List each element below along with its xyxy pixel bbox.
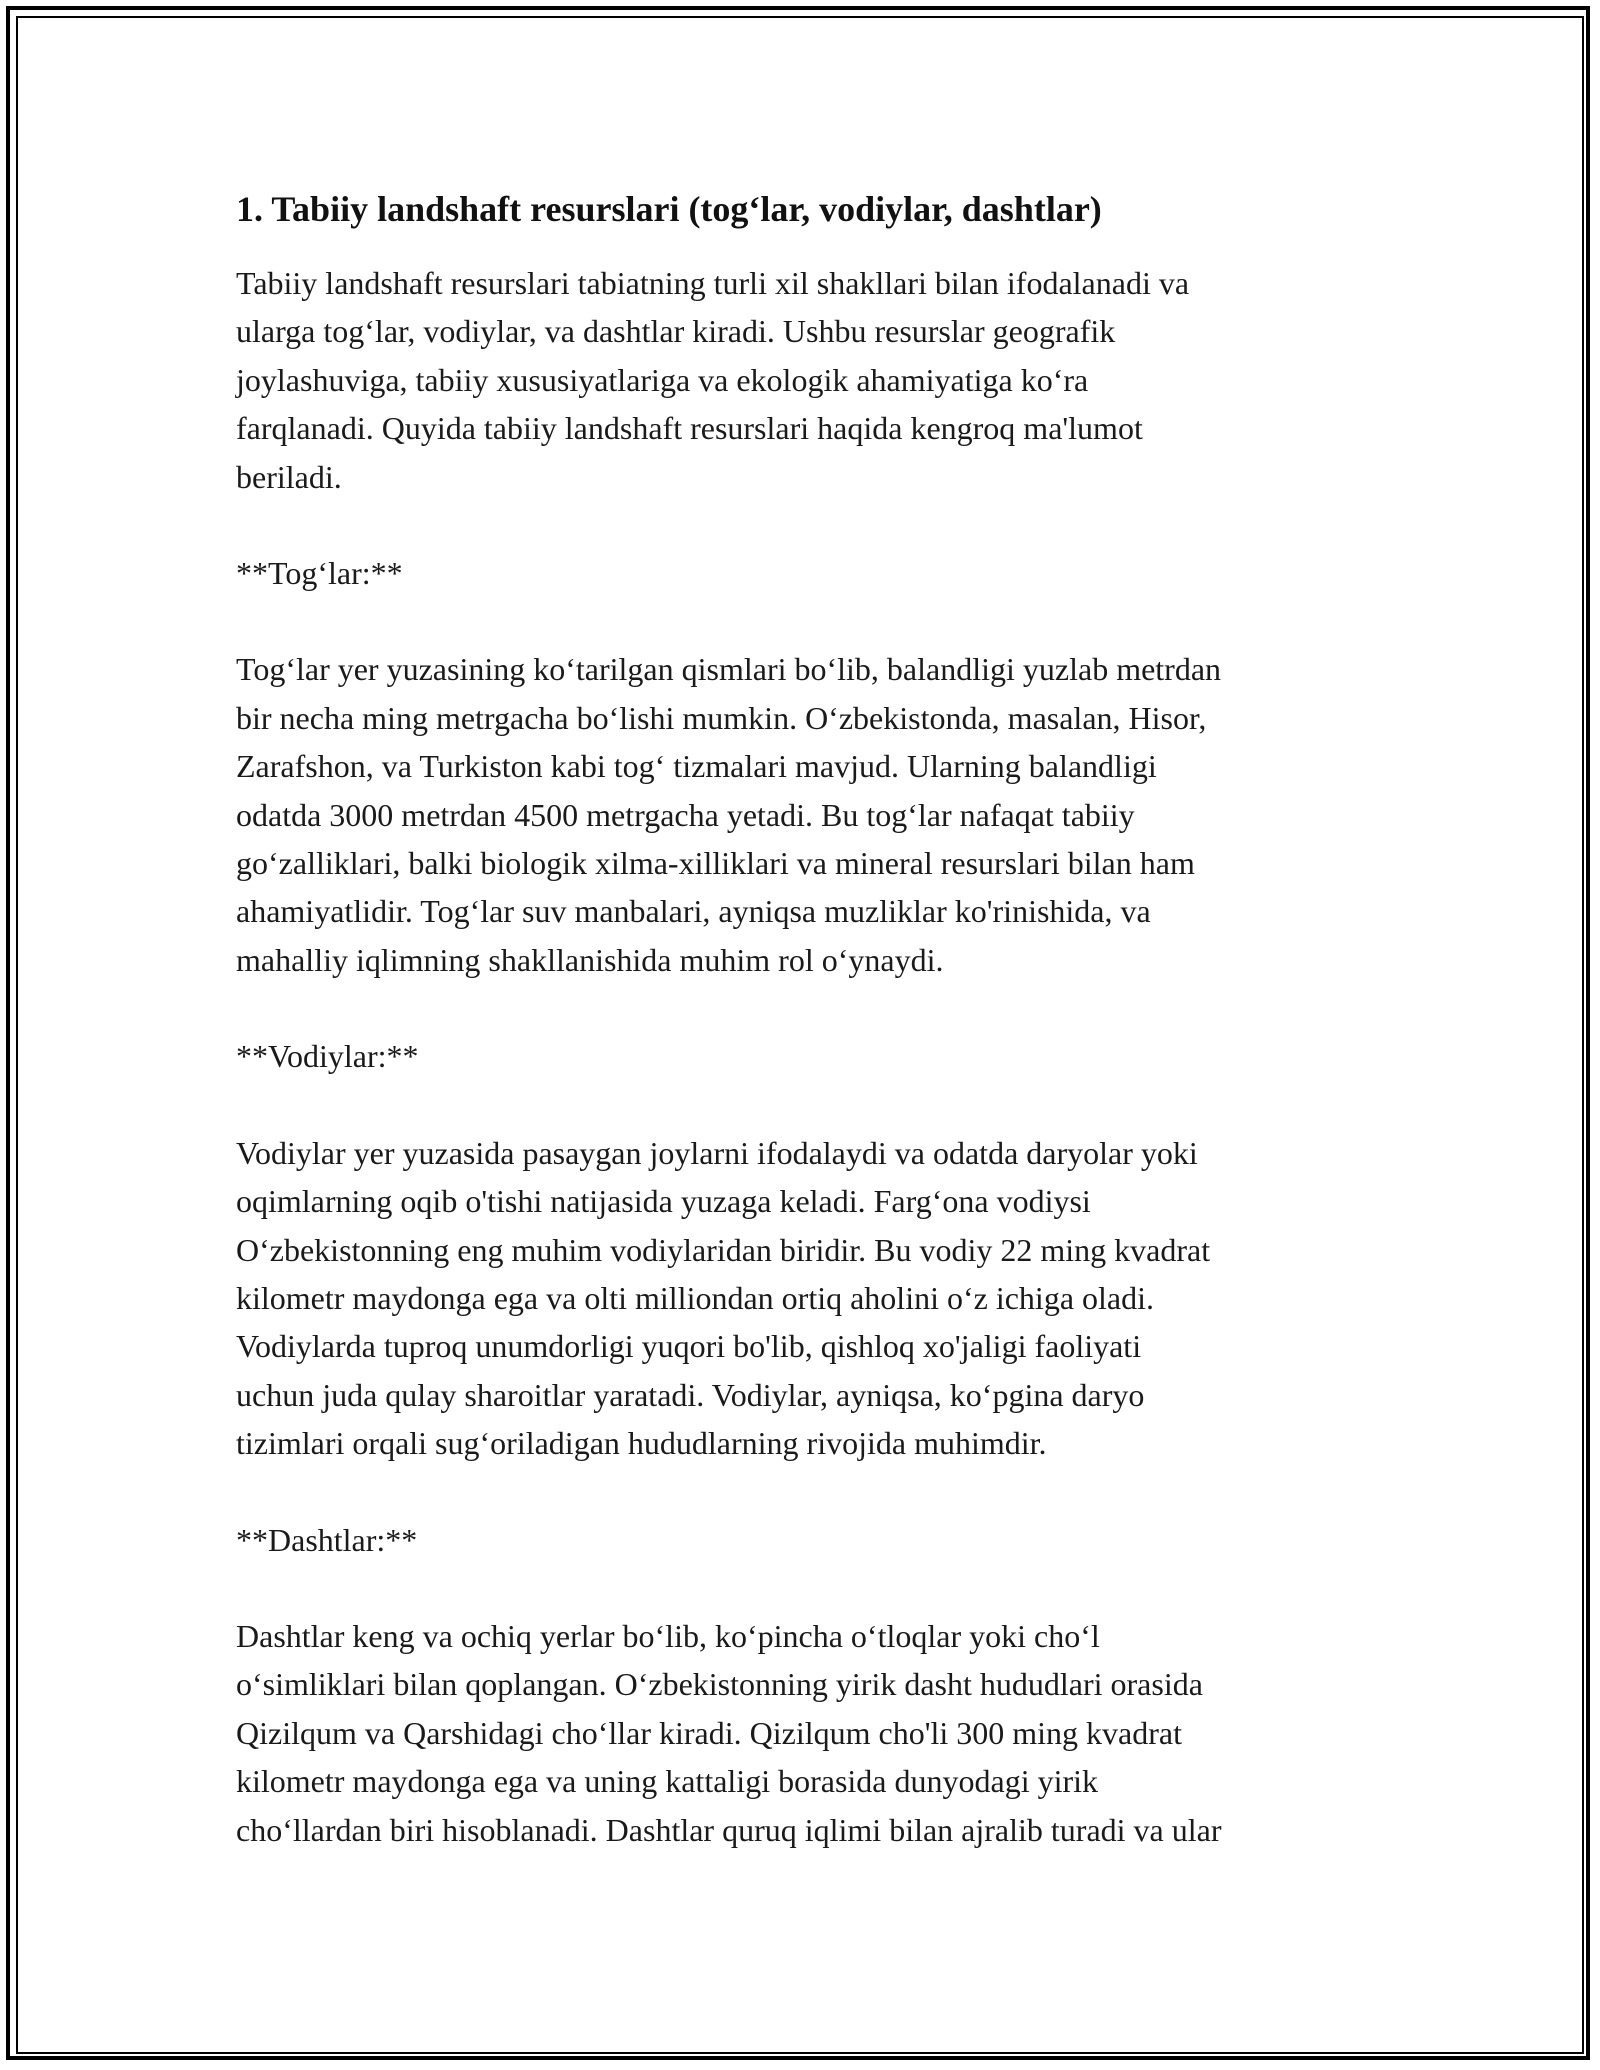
paragraph-line: o‘simliklari bilan qoplangan. O‘zbekistonning yirik dasht hududlari orasida: [236, 1666, 1203, 1703]
document-title: 1. Tabiiy landshaft resurslari (tog‘lar, vodiylar, dashtlar): [236, 189, 1102, 229]
paragraph-line: uchun juda qulay sharoitlar yaratadi. Vodiylar, ayniqsa, ko‘pgina daryo: [236, 1376, 1145, 1413]
section-paragraph-dashtlar: [236, 1612, 1386, 1854]
section-paragraph-toglar: [236, 645, 1386, 984]
section-paragraph-vodiylar: [236, 1129, 1386, 1468]
paragraph-line: tizimlari orqali sug‘oriladigan hududlarning rivojida muhimdir.: [236, 1425, 1047, 1462]
paragraph-line: farqlanadi. Quyida tabiiy landshaft resurslari haqida kengroq ma'lumot: [236, 410, 1143, 447]
section-heading-dashtlar: **Dashtlar:**: [236, 1521, 418, 1558]
document-body: [236, 185, 1386, 1902]
paragraph-line: Dashtlar keng va ochiq yerlar bo‘lib, ko‘pincha o‘tloqlar yoki cho‘l: [236, 1617, 1100, 1654]
paragraph-line: ularga tog‘lar, vodiylar, va dashtlar kiradi. Ushbu resurslar geografik: [236, 313, 1116, 350]
paragraph-line: Qizilqum va Qarshidagi cho‘llar kiradi. Qizilqum cho'li 300 ming kvadrat: [236, 1714, 1182, 1751]
paragraph-line: O‘zbekistonning eng muhim vodiylaridan biridir. Bu vodiy 22 ming kvadrat: [236, 1231, 1211, 1268]
paragraph-line: Tabiiy landshaft resurslari tabiatning turli xil shakllari bilan ifodalanadi va: [236, 265, 1190, 301]
paragraph-line: Zarafshon, va Turkiston kabi tog‘ tizmalari mavjud. Ularning balandligi: [236, 748, 1157, 785]
paragraph-line: kilometr maydonga ega va olti milliondan ortiq aholini o‘z ichiga oladi.: [236, 1279, 1154, 1316]
paragraph-line: oqimlarning oqib o'tishi natijasida yuzaga keladi. Farg‘ona vodiysi: [236, 1183, 1091, 1220]
paragraph-line: beriladi.: [236, 458, 342, 495]
paragraph-line: Tog‘lar yer yuzasining ko‘tarilgan qismlari bo‘lib, balandligi yuzlab metrdan: [236, 651, 1222, 688]
paragraph-line: kilometr maydonga ega va uning kattaligi borasida dunyodagi yirik: [236, 1763, 1099, 1800]
paragraph-line: ahamiyatlidir. Tog‘lar suv manbalari, ayniqsa muzliklar ko'rinishida, va: [236, 893, 1151, 930]
paragraph-line: cho‘llardan biri hisoblanadi. Dashtlar quruq iqlimi bilan ajralib turadi va ular: [236, 1811, 1222, 1848]
paragraph-line: bir necha ming metrgacha bo‘lishi mumkin. O‘zbekistonda, masalan, Hisor,: [236, 699, 1207, 736]
paragraph-line: joylashuviga, tabiiy xususiyatlariga va ekologik ahamiyatiga ko‘ra: [236, 361, 1089, 398]
paragraph-line: go‘zalliklari, balki biologik xilma-xilliklari va mineral resurslari bilan ham: [236, 845, 1195, 882]
paragraph-line: mahalliy iqlimning shakllanishida muhim rol o‘ynaydi.: [236, 941, 944, 978]
section-heading-vodiylar: **Vodiylar:**: [236, 1038, 419, 1075]
paragraph-line: Vodiylarda tuproq unumdorligi yuqori bo'lib, qishloq xo'jaligi faoliyati: [236, 1328, 1142, 1365]
paragraph-line: odatda 3000 metrdan 4500 metrgacha yetadi. Bu tog‘lar nafaqat tabiiy: [236, 796, 1135, 833]
section-heading-toglar: **Tog‘lar:**: [236, 555, 403, 592]
paragraph-line: Vodiylar yer yuzasida pasaygan joylarni ifodalaydi va odatda daryolar yoki: [236, 1134, 1198, 1171]
intro-paragraph: [236, 259, 1386, 501]
